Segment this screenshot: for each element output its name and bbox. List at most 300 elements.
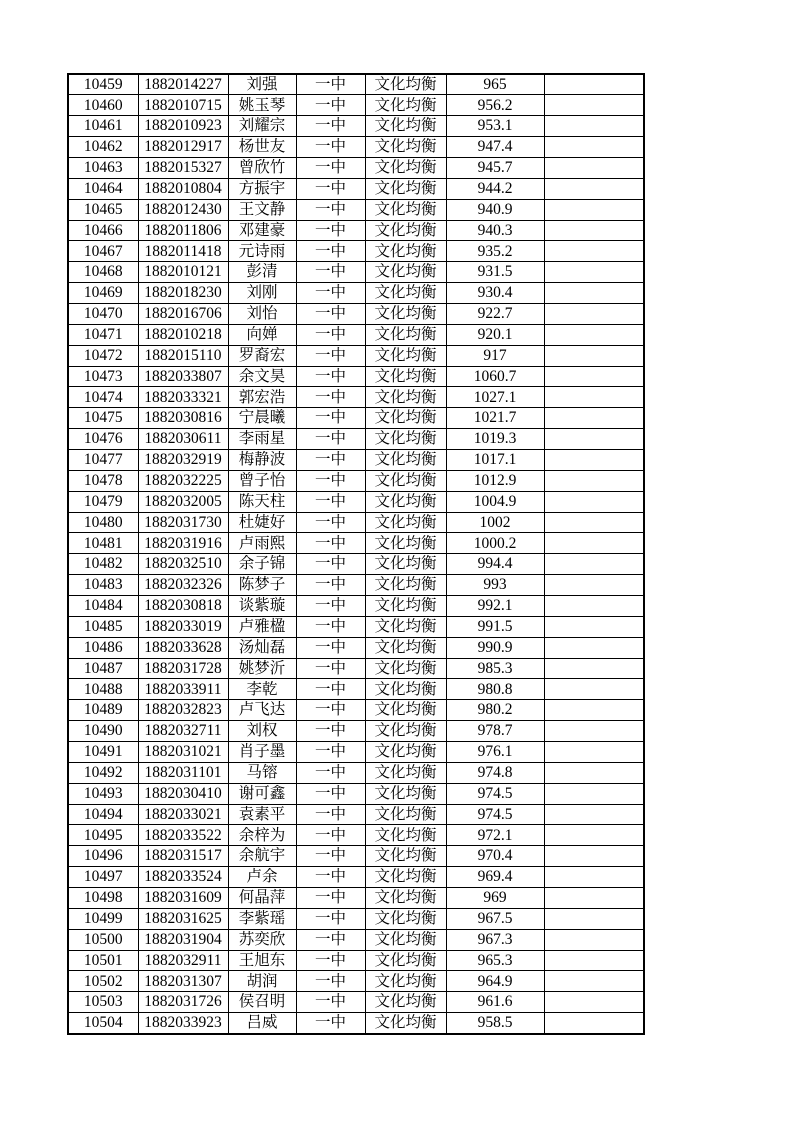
- school-cell: 一中: [296, 783, 365, 804]
- student-name-cell: 侯召明: [228, 992, 296, 1013]
- row-number-cell: 10459: [68, 74, 138, 95]
- blank-cell: [544, 324, 644, 345]
- score-cell: 961.6: [446, 992, 544, 1013]
- category-cell: 文化均衡: [365, 658, 446, 679]
- school-cell: 一中: [296, 387, 365, 408]
- school-cell: 一中: [296, 470, 365, 491]
- score-cell: 976.1: [446, 742, 544, 763]
- score-cell: 972.1: [446, 825, 544, 846]
- blank-cell: [544, 157, 644, 178]
- exam-number-cell: 1882030818: [138, 595, 228, 616]
- blank-cell: [544, 554, 644, 575]
- exam-number-cell: 1882033807: [138, 366, 228, 387]
- table-row: [68, 241, 644, 262]
- category-cell: 文化均衡: [365, 595, 446, 616]
- category-cell: 文化均衡: [365, 262, 446, 283]
- student-name-cell: 刘强: [228, 74, 296, 95]
- score-cell: 1021.7: [446, 408, 544, 429]
- school-cell: 一中: [296, 303, 365, 324]
- exam-number-cell: 1882030611: [138, 429, 228, 450]
- blank-cell: [544, 700, 644, 721]
- school-cell: 一中: [296, 491, 365, 512]
- school-cell: 一中: [296, 742, 365, 763]
- category-cell: 文化均衡: [365, 554, 446, 575]
- category-cell: 文化均衡: [365, 867, 446, 888]
- exam-number-cell: 1882032911: [138, 950, 228, 971]
- exam-number-cell: 1882011418: [138, 241, 228, 262]
- category-cell: 文化均衡: [365, 512, 446, 533]
- row-number-cell: 10500: [68, 929, 138, 950]
- row-number-cell: 10474: [68, 387, 138, 408]
- student-name-cell: 姚玉琴: [228, 95, 296, 116]
- school-cell: 一中: [296, 825, 365, 846]
- school-cell: 一中: [296, 408, 365, 429]
- school-cell: 一中: [296, 512, 365, 533]
- score-cell: 1017.1: [446, 449, 544, 470]
- category-cell: 文化均衡: [365, 804, 446, 825]
- blank-cell: [544, 846, 644, 867]
- score-cell: 944.2: [446, 178, 544, 199]
- student-name-cell: 吕威: [228, 1013, 296, 1034]
- score-cell: 1027.1: [446, 387, 544, 408]
- table-row: [68, 971, 644, 992]
- category-cell: 文化均衡: [365, 283, 446, 304]
- exam-number-cell: 1882031625: [138, 908, 228, 929]
- blank-cell: [544, 929, 644, 950]
- exam-number-cell: 1882032005: [138, 491, 228, 512]
- score-cell: 970.4: [446, 846, 544, 867]
- score-cell: 994.4: [446, 554, 544, 575]
- table-row: [68, 1013, 644, 1034]
- row-number-cell: 10465: [68, 199, 138, 220]
- school-cell: 一中: [296, 449, 365, 470]
- category-cell: 文化均衡: [365, 992, 446, 1013]
- table-row: [68, 137, 644, 158]
- exam-number-cell: 1882033911: [138, 679, 228, 700]
- school-cell: 一中: [296, 533, 365, 554]
- student-name-cell: 邓建豪: [228, 220, 296, 241]
- score-cell: 990.9: [446, 637, 544, 658]
- table-row: [68, 533, 644, 554]
- student-name-cell: 王文静: [228, 199, 296, 220]
- row-number-cell: 10487: [68, 658, 138, 679]
- school-cell: 一中: [296, 700, 365, 721]
- student-name-cell: 杜婕好: [228, 512, 296, 533]
- blank-cell: [544, 992, 644, 1013]
- score-cell: 967.3: [446, 929, 544, 950]
- table-row: [68, 95, 644, 116]
- blank-cell: [544, 449, 644, 470]
- blank-cell: [544, 262, 644, 283]
- row-number-cell: 10490: [68, 721, 138, 742]
- score-cell: 965.3: [446, 950, 544, 971]
- student-name-cell: 袁素平: [228, 804, 296, 825]
- category-cell: 文化均衡: [365, 783, 446, 804]
- student-name-cell: 郭宏浩: [228, 387, 296, 408]
- school-cell: 一中: [296, 804, 365, 825]
- blank-cell: [544, 74, 644, 95]
- exam-number-cell: 1882015327: [138, 157, 228, 178]
- table-row: [68, 595, 644, 616]
- exam-number-cell: 1882030816: [138, 408, 228, 429]
- school-cell: 一中: [296, 679, 365, 700]
- student-name-cell: 王旭东: [228, 950, 296, 971]
- row-number-cell: 10489: [68, 700, 138, 721]
- table-row: [68, 512, 644, 533]
- blank-cell: [544, 950, 644, 971]
- category-cell: 文化均衡: [365, 575, 446, 596]
- exam-number-cell: 1882030410: [138, 783, 228, 804]
- table-row: [68, 178, 644, 199]
- student-name-cell: 卢飞达: [228, 700, 296, 721]
- blank-cell: [544, 908, 644, 929]
- table-row: [68, 262, 644, 283]
- row-number-cell: 10486: [68, 637, 138, 658]
- student-name-cell: 马镕: [228, 762, 296, 783]
- row-number-cell: 10498: [68, 888, 138, 909]
- exam-number-cell: 1882010804: [138, 178, 228, 199]
- exam-number-cell: 1882012917: [138, 137, 228, 158]
- category-cell: 文化均衡: [365, 1013, 446, 1034]
- school-cell: 一中: [296, 74, 365, 95]
- blank-cell: [544, 116, 644, 137]
- table-row: [68, 658, 644, 679]
- score-cell: 969: [446, 888, 544, 909]
- score-cell: 993: [446, 575, 544, 596]
- score-cell: 967.5: [446, 908, 544, 929]
- row-number-cell: 10478: [68, 470, 138, 491]
- category-cell: 文化均衡: [365, 449, 446, 470]
- category-cell: 文化均衡: [365, 825, 446, 846]
- blank-cell: [544, 95, 644, 116]
- student-name-cell: 陈梦子: [228, 575, 296, 596]
- school-cell: 一中: [296, 157, 365, 178]
- table-row: [68, 470, 644, 491]
- exam-number-cell: 1882010218: [138, 324, 228, 345]
- row-number-cell: 10495: [68, 825, 138, 846]
- school-cell: 一中: [296, 1013, 365, 1034]
- blank-cell: [544, 408, 644, 429]
- row-number-cell: 10480: [68, 512, 138, 533]
- exam-number-cell: 1882033522: [138, 825, 228, 846]
- exam-number-cell: 1882031021: [138, 742, 228, 763]
- score-cell: 920.1: [446, 324, 544, 345]
- category-cell: 文化均衡: [365, 366, 446, 387]
- row-number-cell: 10485: [68, 616, 138, 637]
- exam-number-cell: 1882031517: [138, 846, 228, 867]
- blank-cell: [544, 470, 644, 491]
- blank-cell: [544, 1013, 644, 1034]
- exam-number-cell: 1882018230: [138, 283, 228, 304]
- score-cell: 974.5: [446, 804, 544, 825]
- score-cell: 917: [446, 345, 544, 366]
- exam-number-cell: 1882033628: [138, 637, 228, 658]
- category-cell: 文化均衡: [365, 387, 446, 408]
- score-cell: 922.7: [446, 303, 544, 324]
- exam-number-cell: 1882031609: [138, 888, 228, 909]
- exam-number-cell: 1882015110: [138, 345, 228, 366]
- category-cell: 文化均衡: [365, 345, 446, 366]
- row-number-cell: 10472: [68, 345, 138, 366]
- blank-cell: [544, 804, 644, 825]
- table-row: [68, 366, 644, 387]
- table-row: [68, 74, 644, 95]
- table-row: [68, 637, 644, 658]
- table-row: [68, 283, 644, 304]
- student-name-cell: 刘耀宗: [228, 116, 296, 137]
- row-number-cell: 10483: [68, 575, 138, 596]
- category-cell: 文化均衡: [365, 241, 446, 262]
- score-cell: 1004.9: [446, 491, 544, 512]
- student-name-cell: 余子锦: [228, 554, 296, 575]
- student-name-cell: 谢可鑫: [228, 783, 296, 804]
- table-row: [68, 929, 644, 950]
- category-cell: 文化均衡: [365, 74, 446, 95]
- student-name-cell: 谈紫璇: [228, 595, 296, 616]
- row-number-cell: 10462: [68, 137, 138, 158]
- exam-number-cell: 1882033019: [138, 616, 228, 637]
- blank-cell: [544, 220, 644, 241]
- row-number-cell: 10504: [68, 1013, 138, 1034]
- school-cell: 一中: [296, 429, 365, 450]
- table-row: [68, 700, 644, 721]
- table-row: [68, 491, 644, 512]
- blank-cell: [544, 575, 644, 596]
- score-cell: 956.2: [446, 95, 544, 116]
- student-name-cell: 宁晨曦: [228, 408, 296, 429]
- exam-number-cell: 1882011806: [138, 220, 228, 241]
- table-row: [68, 679, 644, 700]
- row-number-cell: 10501: [68, 950, 138, 971]
- score-cell: 1060.7: [446, 366, 544, 387]
- student-name-cell: 刘怡: [228, 303, 296, 324]
- score-cell: 978.7: [446, 721, 544, 742]
- category-cell: 文化均衡: [365, 971, 446, 992]
- table-row: [68, 888, 644, 909]
- school-cell: 一中: [296, 199, 365, 220]
- exam-number-cell: 1882032919: [138, 449, 228, 470]
- row-number-cell: 10488: [68, 679, 138, 700]
- score-cell: 980.8: [446, 679, 544, 700]
- student-name-cell: 李紫瑶: [228, 908, 296, 929]
- table-row: [68, 721, 644, 742]
- student-name-cell: 陈天柱: [228, 491, 296, 512]
- exam-number-cell: 1882031307: [138, 971, 228, 992]
- student-name-cell: 卢雅楹: [228, 616, 296, 637]
- blank-cell: [544, 283, 644, 304]
- student-name-cell: 罗裔宏: [228, 345, 296, 366]
- school-cell: 一中: [296, 762, 365, 783]
- score-cell: 980.2: [446, 700, 544, 721]
- table-row: [68, 157, 644, 178]
- category-cell: 文化均衡: [365, 303, 446, 324]
- table-row: [68, 825, 644, 846]
- row-number-cell: 10482: [68, 554, 138, 575]
- row-number-cell: 10481: [68, 533, 138, 554]
- table-row: [68, 846, 644, 867]
- table-row: [68, 408, 644, 429]
- student-name-cell: 向婵: [228, 324, 296, 345]
- score-cell: 945.7: [446, 157, 544, 178]
- school-cell: 一中: [296, 116, 365, 137]
- category-cell: 文化均衡: [365, 408, 446, 429]
- row-number-cell: 10479: [68, 491, 138, 512]
- score-cell: 969.4: [446, 867, 544, 888]
- row-number-cell: 10494: [68, 804, 138, 825]
- school-cell: 一中: [296, 241, 365, 262]
- school-cell: 一中: [296, 929, 365, 950]
- category-cell: 文化均衡: [365, 95, 446, 116]
- student-name-cell: 肖子墨: [228, 742, 296, 763]
- category-cell: 文化均衡: [365, 637, 446, 658]
- student-name-cell: 卢余: [228, 867, 296, 888]
- table-row: [68, 992, 644, 1013]
- score-cell: 974.8: [446, 762, 544, 783]
- school-cell: 一中: [296, 178, 365, 199]
- blank-cell: [544, 867, 644, 888]
- exam-number-cell: 1882031916: [138, 533, 228, 554]
- category-cell: 文化均衡: [365, 137, 446, 158]
- score-cell: 947.4: [446, 137, 544, 158]
- blank-cell: [544, 512, 644, 533]
- blank-cell: [544, 303, 644, 324]
- student-name-cell: 杨世友: [228, 137, 296, 158]
- school-cell: 一中: [296, 595, 365, 616]
- category-cell: 文化均衡: [365, 324, 446, 345]
- student-name-cell: 余航宇: [228, 846, 296, 867]
- exam-number-cell: 1882010715: [138, 95, 228, 116]
- exam-number-cell: 1882014227: [138, 74, 228, 95]
- blank-cell: [544, 742, 644, 763]
- row-number-cell: 10463: [68, 157, 138, 178]
- table-row: [68, 575, 644, 596]
- student-name-cell: 元诗雨: [228, 241, 296, 262]
- blank-cell: [544, 345, 644, 366]
- row-number-cell: 10491: [68, 742, 138, 763]
- category-cell: 文化均衡: [365, 429, 446, 450]
- table-row: [68, 303, 644, 324]
- row-number-cell: 10473: [68, 366, 138, 387]
- student-name-cell: 李乾: [228, 679, 296, 700]
- school-cell: 一中: [296, 324, 365, 345]
- blank-cell: [544, 721, 644, 742]
- student-name-cell: 余梓为: [228, 825, 296, 846]
- category-cell: 文化均衡: [365, 929, 446, 950]
- category-cell: 文化均衡: [365, 533, 446, 554]
- blank-cell: [544, 595, 644, 616]
- row-number-cell: 10492: [68, 762, 138, 783]
- school-cell: 一中: [296, 345, 365, 366]
- exam-number-cell: 1882032510: [138, 554, 228, 575]
- student-score-table: [67, 73, 645, 1035]
- score-cell: 953.1: [446, 116, 544, 137]
- student-name-cell: 刘刚: [228, 283, 296, 304]
- table-row: [68, 804, 644, 825]
- category-cell: 文化均衡: [365, 220, 446, 241]
- row-number-cell: 10467: [68, 241, 138, 262]
- category-cell: 文化均衡: [365, 721, 446, 742]
- exam-number-cell: 1882032326: [138, 575, 228, 596]
- blank-cell: [544, 387, 644, 408]
- score-cell: 958.5: [446, 1013, 544, 1034]
- exam-number-cell: 1882032711: [138, 721, 228, 742]
- blank-cell: [544, 533, 644, 554]
- score-cell: 991.5: [446, 616, 544, 637]
- table-row: [68, 199, 644, 220]
- row-number-cell: 10470: [68, 303, 138, 324]
- blank-cell: [544, 679, 644, 700]
- score-cell: 985.3: [446, 658, 544, 679]
- blank-cell: [544, 637, 644, 658]
- school-cell: 一中: [296, 616, 365, 637]
- school-cell: 一中: [296, 658, 365, 679]
- student-name-cell: 梅静波: [228, 449, 296, 470]
- exam-number-cell: 1882031726: [138, 992, 228, 1013]
- exam-number-cell: 1882031730: [138, 512, 228, 533]
- student-name-cell: 曾欣竹: [228, 157, 296, 178]
- table-row: [68, 324, 644, 345]
- category-cell: 文化均衡: [365, 742, 446, 763]
- blank-cell: [544, 971, 644, 992]
- category-cell: 文化均衡: [365, 679, 446, 700]
- row-number-cell: 10464: [68, 178, 138, 199]
- school-cell: 一中: [296, 220, 365, 241]
- exam-number-cell: 1882033021: [138, 804, 228, 825]
- student-name-cell: 何晶萍: [228, 888, 296, 909]
- table-row: [68, 345, 644, 366]
- category-cell: 文化均衡: [365, 157, 446, 178]
- school-cell: 一中: [296, 637, 365, 658]
- school-cell: 一中: [296, 846, 365, 867]
- row-number-cell: 10471: [68, 324, 138, 345]
- student-name-cell: 胡润: [228, 971, 296, 992]
- blank-cell: [544, 199, 644, 220]
- category-cell: 文化均衡: [365, 908, 446, 929]
- table-row: [68, 616, 644, 637]
- student-name-cell: 卢雨熙: [228, 533, 296, 554]
- table-row: [68, 116, 644, 137]
- table-row: [68, 387, 644, 408]
- category-cell: 文化均衡: [365, 470, 446, 491]
- exam-number-cell: 1882033524: [138, 867, 228, 888]
- category-cell: 文化均衡: [365, 950, 446, 971]
- exam-number-cell: 1882031101: [138, 762, 228, 783]
- blank-cell: [544, 783, 644, 804]
- score-cell: 965: [446, 74, 544, 95]
- table-row: [68, 783, 644, 804]
- blank-cell: [544, 366, 644, 387]
- score-cell: 1002: [446, 512, 544, 533]
- score-cell: 1012.9: [446, 470, 544, 491]
- school-cell: 一中: [296, 95, 365, 116]
- exam-number-cell: 1882031904: [138, 929, 228, 950]
- table-row: [68, 742, 644, 763]
- school-cell: 一中: [296, 908, 365, 929]
- category-cell: 文化均衡: [365, 616, 446, 637]
- student-name-cell: 李雨星: [228, 429, 296, 450]
- score-cell: 974.5: [446, 783, 544, 804]
- score-cell: 930.4: [446, 283, 544, 304]
- exam-number-cell: 1882033321: [138, 387, 228, 408]
- blank-cell: [544, 888, 644, 909]
- student-name-cell: 曾子怡: [228, 470, 296, 491]
- exam-number-cell: 1882032823: [138, 700, 228, 721]
- row-number-cell: 10475: [68, 408, 138, 429]
- row-number-cell: 10493: [68, 783, 138, 804]
- table-row: [68, 429, 644, 450]
- table-row: [68, 867, 644, 888]
- category-cell: 文化均衡: [365, 491, 446, 512]
